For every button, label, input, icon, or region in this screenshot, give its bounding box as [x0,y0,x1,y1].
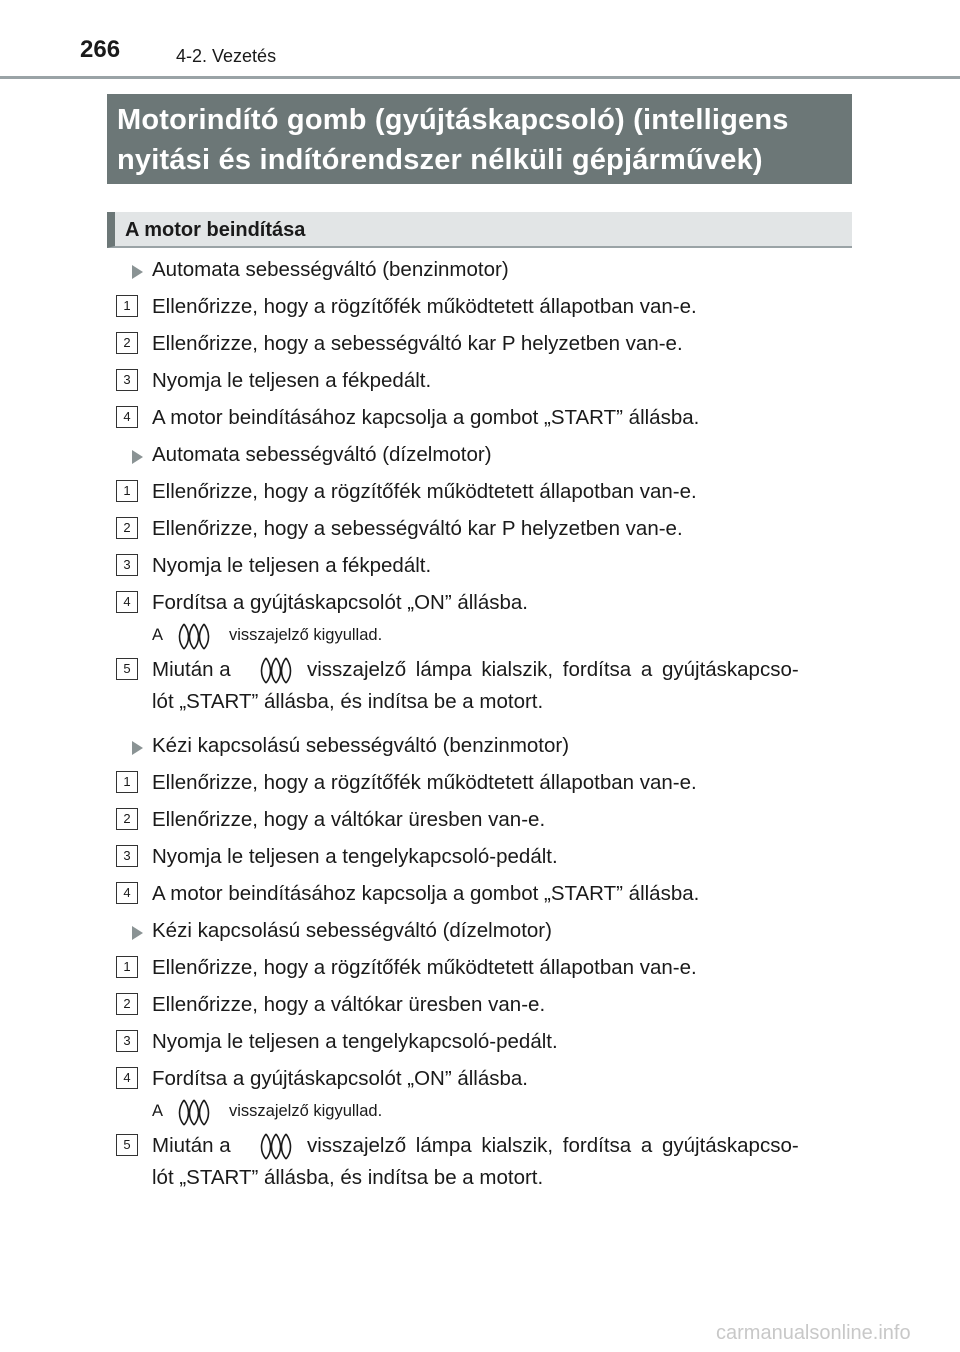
step-number: 3 [116,554,138,576]
page-title-line-2: nyitási és indítórendszer nélküli gépjárművek) [117,144,763,176]
step-item: 3 Nyomja le teljesen a fékpedált. [0,548,960,585]
triangle-bullet-icon [132,741,143,755]
step-number: 1 [116,480,138,502]
step-item: 3 Nyomja le teljesen a tengelykapcsoló-pedált. [0,1024,960,1061]
step-item: 2 Ellenőrizze, hogy a váltókar üresben van-e. [0,802,960,839]
page-title [107,94,852,184]
chapter-label: 4-2. Vezetés [176,46,277,66]
section-title: Kézi kapcsolású sebességváltó (benzinmotor) [0,728,960,765]
watermark-footer: carmanualsonline.info [716,1322,911,1344]
step-number: 4 [116,1067,138,1089]
step-item: 5 Miután a visszajelző lámpa kialszik, fordítsa a gyújtáskapcso- lót „START” állásba, és indítsa be a motort. [0,1128,960,1204]
glow-plug-indicator-icon [254,654,298,686]
instructions [0,252,960,1204]
page-title-line-1: Motorindító gomb (gyújtáskapcsoló) (intelligens [117,104,789,136]
section-subheading: A motor beindítása [107,212,852,248]
section-title: Automata sebességváltó (dízelmotor) [0,437,960,474]
step-item: 4 Fordítsa a gyújtáskapcsolót „ON” állásba. [0,585,960,622]
header-divider [0,76,960,79]
step-item: 3 Nyomja le teljesen a fékpedált. [0,363,960,400]
page-header [0,0,960,80]
step-number: 4 [116,591,138,613]
section-title: Automata sebességváltó (benzinmotor) [0,252,960,289]
step-number: 1 [116,956,138,978]
page-number: 266 [80,36,121,63]
step-number: 5 [116,1134,138,1156]
step-item: 1 Ellenőrizze, hogy a rögzítőfék működtetett állapotban van-e. [0,950,960,987]
step-note: A visszajelző kigyullad. [0,622,960,652]
step-item: 4 A motor beindításához kapcsolja a gombot „START” állásba. [0,876,960,913]
step-number: 2 [116,332,138,354]
step-item: 4 A motor beindításához kapcsolja a gombot „START” állásba. [0,400,960,437]
step-item: 4 Fordítsa a gyújtáskapcsolót „ON” állásba. [0,1061,960,1098]
step-number: 2 [116,517,138,539]
triangle-bullet-icon [132,926,143,940]
step-item: 1 Ellenőrizze, hogy a rögzítőfék működtetett állapotban van-e. [0,289,960,326]
glow-plug-indicator-icon [172,620,216,652]
step-item: 2 Ellenőrizze, hogy a sebességváltó kar P helyzetben van-e. [0,326,960,363]
step-note: A visszajelző kigyullad. [0,1098,960,1128]
step-number: 2 [116,808,138,830]
triangle-bullet-icon [132,265,143,279]
step-number: 1 [116,295,138,317]
step-item: 3 Nyomja le teljesen a tengelykapcsoló-pedált. [0,839,960,876]
glow-plug-indicator-icon [254,1130,298,1162]
step-number: 3 [116,369,138,391]
glow-plug-indicator-icon [172,1096,216,1128]
section-title: Kézi kapcsolású sebességváltó (dízelmotor) [0,913,960,950]
step-item: 1 Ellenőrizze, hogy a rögzítőfék működtetett állapotban van-e. [0,474,960,511]
step-number: 4 [116,882,138,904]
triangle-bullet-icon [132,450,143,464]
step-number: 2 [116,993,138,1015]
step-number: 3 [116,1030,138,1052]
step-item: 1 Ellenőrizze, hogy a rögzítőfék működtetett állapotban van-e. [0,765,960,802]
step-number: 4 [116,406,138,428]
step-number: 5 [116,658,138,680]
step-number: 3 [116,845,138,867]
step-item: 2 Ellenőrizze, hogy a sebességváltó kar P helyzetben van-e. [0,511,960,548]
step-number: 1 [116,771,138,793]
step-item: 2 Ellenőrizze, hogy a váltókar üresben van-e. [0,987,960,1024]
step-item: 5 Miután a visszajelző lámpa kialszik, fordítsa a gyújtáskapcso- lót „START” állásba, és indítsa be a motort. [0,652,960,728]
